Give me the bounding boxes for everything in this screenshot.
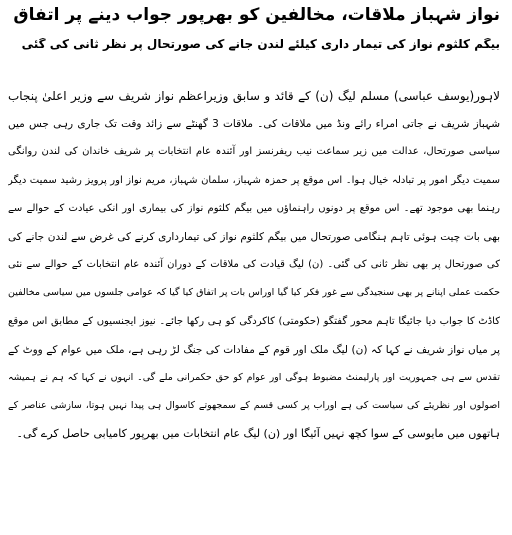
- article-line: لاہور(یوسف عباسی) مسلم لیگ (ن) کے قائد و سابق وزیراعظم نواز شریف سے وزیر اعلیٰ پنجاب: [8, 89, 500, 103]
- article-line: رہنما بھی موجود تھے۔ اس موقع پر دونوں راہنماؤں میں بیگم کلثوم نواز کی بیماری اور انکی عیادت کے حوالے سے: [8, 202, 500, 214]
- article-line: سیاسی صورتحال، عدالت میں زیر سماعت نیب ریفرنسز اور آئندہ عام انتخابات پر شریف خاندان کی لندن روانگی: [8, 146, 500, 158]
- headline-main: نواز شہباز ملاقات، مخالفین کو بھرپور جواب دینے پر اتفاق: [13, 6, 500, 25]
- article-line: کی صورتحال پر بھی نظر ثانی کی گئی۔ (ن) لیگ قیادت کی ملاقات کے دوران آئندہ عام انتخابات کے حوالے سے نئی: [8, 259, 500, 271]
- article-line: سمیت دیگر امور پر تبادلہ خیال ہوا۔ اس موقع پر حمزہ شہباز، سلمان شہباز، مریم نواز اور پرویز رشید سمیت دیگر: [8, 174, 500, 186]
- article-line: بھی بات چیت ہوئی تاہم ہنگامی صورتحال میں بیگم کلثوم نواز کی تیمارداری کرنے کی غرض سے لندن جانے کی: [8, 230, 500, 243]
- article-line: کاڈٹ کا جواب دیا جائیگا تاہم محور گفتگو (حکومتی) کاکردگی کو ہی رکھا جائے۔ نیوز ایجنسیوں کے مطابق اس موقع: [8, 315, 500, 327]
- article-line: اصولوں اور نظریئے کی سیاست کی ہے اوراب پر کسی قسم کے سمجھوتے کاسوال ہی پیدا نہیں ہوتا، سازشی عناصر کے: [8, 400, 500, 412]
- article-line: پر میاں نواز شریف نے کہا کہ (ن) لیگ ملک اور قوم کے مفادات کی جنگ لڑ رہی ہے، ملک میں عوام کے ووٹ کے: [8, 343, 500, 356]
- headline-sub: بیگم کلثوم نواز کی تیمار داری کیلئے لندن جانے کی صورتحال پر نظر ثانی کی گئی: [21, 38, 500, 51]
- article-line: تقدس سے ہی جمہوریت اور پارلیمنٹ مضبوط ہوگی اور عوام کو حق حکمرانی ملے گی۔ انہوں نے کہا کہ ہم نے ہمیشہ: [8, 371, 500, 383]
- article-line: ہاتھوں میں مایوسی کے سوا کچھ نہیں آئیگا اور (ن) لیگ عام انتخابات میں بھرپور کامیابی حاصل کرے گی۔: [16, 427, 500, 441]
- article-body: [8, 82, 500, 448]
- article-line: شہباز شریف نے جاتی امراء رائے ونڈ میں ملاقات کی۔ ملاقات 3 گھنٹے سے زائد وقت تک جاری رہی جس میں: [8, 118, 500, 131]
- article-line: حکمت عملی اپنانے پر بھی سنجیدگی سے غور فکر کیا گیا اوراس بات پر اتفاق کیا گیا کہ عوامی جلسوں میں سیاسی مخالفین: [8, 287, 500, 299]
